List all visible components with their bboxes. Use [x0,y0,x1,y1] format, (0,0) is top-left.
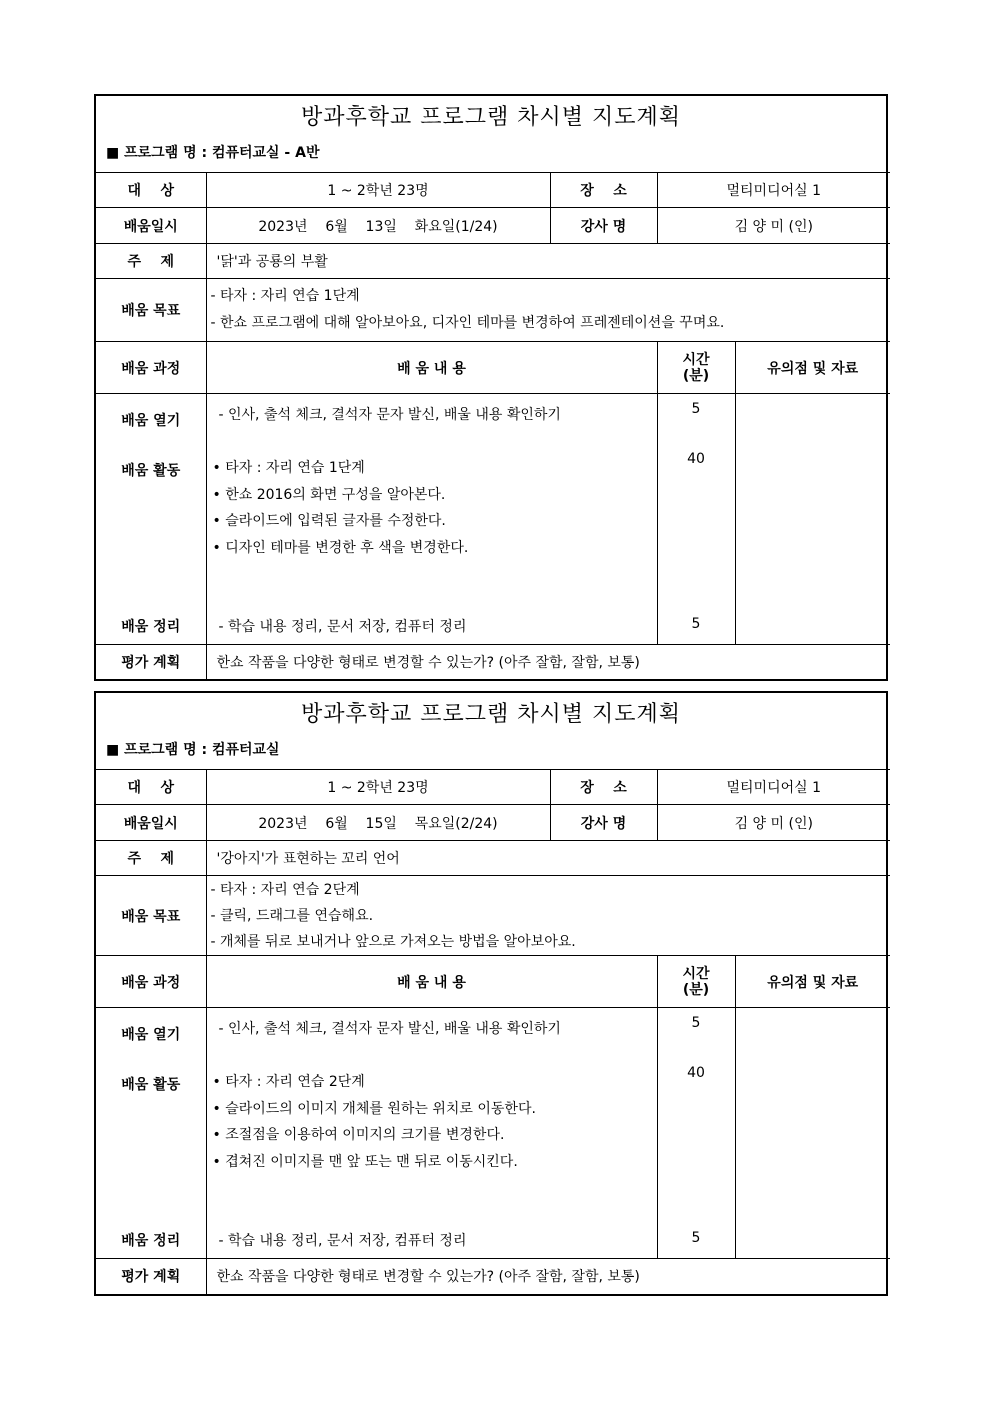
process-times [657,1008,735,1259]
time-header: 시간 (분) [657,956,735,1008]
target-label: 대 상 [96,770,206,805]
process-header: 배움 과정 [96,342,206,394]
goal-list [206,279,890,342]
stage-activity: 배움 활동 [121,1077,181,1093]
goal-list [206,876,890,956]
eval-value: 한쇼 작품을 다양한 형태로 변경할 수 있는가? (아주 잘함, 잘함, 보통) [206,645,890,680]
place-value: 멀티미디어실 1 [657,173,890,208]
activity-time: 40 [687,1065,705,1081]
eval-value: 한쇼 작품을 다양한 형태로 변경할 수 있는가? (아주 잘함, 잘함, 보통) [206,1259,890,1294]
close-text: - 학습 내용 정리, 문서 저장, 컴퓨터 정리 [218,1233,467,1249]
activity-item: • 슬라이드의 이미지 개체를 원하는 위치로 이동한다. [212,1101,536,1117]
place-value: 멀티미디어실 1 [657,770,890,805]
notes-cell [735,1008,890,1259]
teacher-value: 김 양 미 (인) [657,208,890,244]
process-times [657,394,735,645]
teacher-label: 강사 명 [550,208,657,244]
target-value: 1 ~ 2학년 23명 [206,173,550,208]
topic-value: '닭'과 공룡의 부활 [206,244,890,279]
notes-header: 유의점 및 자료 [735,956,890,1008]
goal-item: - 타자 : 자리 연습 2단계 [210,881,360,898]
place-label: 장 소 [550,770,657,805]
program-name: ■ 프로그램 명 : 컴퓨터교실 - A반 [106,145,320,161]
process-content [206,1008,657,1259]
date-label: 배움일시 [96,208,206,244]
open-time: 5 [691,401,701,417]
date-value: 2023년 6월 13일 화요일(1/24) [206,208,550,244]
activity-item: • 타자 : 자리 연습 1단계 [212,460,365,476]
stage-activity: 배움 활동 [121,463,181,479]
stage-open: 배움 열기 [121,1027,181,1043]
close-time: 5 [691,616,701,632]
teacher-label: 강사 명 [550,805,657,841]
goal-item: - 클릭, 드래그를 연습해요. [210,907,374,924]
stage-close: 배움 정리 [121,619,181,635]
plan-title: 방과후학교 프로그램 차시별 지도계획 [300,105,681,130]
plan-table [96,172,890,680]
process-header: 배움 과정 [96,956,206,1008]
program-name: ■ 프로그램 명 : 컴퓨터교실 [106,742,280,758]
activity-item: • 한쇼 2016의 화면 구성을 알아본다. [212,487,446,503]
open-time: 5 [691,1015,701,1031]
notes-cell [735,394,890,645]
content-header: 배 움 내 용 [206,956,657,1008]
activity-item: • 조절점을 이용하여 이미지의 크기를 변경한다. [212,1127,505,1143]
goal-label: 배움 목표 [96,279,206,342]
open-text: - 인사, 출석 체크, 결석자 문자 발신, 배울 내용 확인하기 [218,1021,561,1037]
date-value: 2023년 6월 15일 목요일(2/24) [206,805,550,841]
goal-item: - 개체를 뒤로 보내거나 앞으로 가져오는 방법을 알아보아요. [210,933,576,950]
eval-label: 평가 계획 [96,1259,206,1294]
topic-label: 주 제 [96,244,206,279]
content-header: 배 움 내 용 [206,342,657,394]
open-text: - 인사, 출석 체크, 결석자 문자 발신, 배울 내용 확인하기 [218,407,561,423]
teacher-value: 김 양 미 (인) [657,805,890,841]
stage-open: 배움 열기 [121,413,181,429]
activity-item: • 디자인 테마를 변경한 후 색을 변경한다. [212,540,469,556]
eval-label: 평가 계획 [96,645,206,680]
stage-close: 배움 정리 [121,1233,181,1249]
topic-label: 주 제 [96,841,206,876]
process-stages [96,1008,206,1259]
process-content [206,394,657,645]
process-stages [96,394,206,645]
activity-time: 40 [687,451,705,467]
close-time: 5 [691,1230,701,1246]
date-label: 배움일시 [96,805,206,841]
goal-item: - 타자 : 자리 연습 1단계 [210,288,360,304]
time-header: 시간 (분) [657,342,735,394]
plan-table [96,769,890,1294]
close-text: - 학습 내용 정리, 문서 저장, 컴퓨터 정리 [218,619,467,635]
notes-header: 유의점 및 자료 [735,342,890,394]
topic-value: '강아지'가 표현하는 꼬리 언어 [206,841,890,876]
target-label: 대 상 [96,173,206,208]
lesson-plan-2 [94,691,888,1296]
goal-label: 배움 목표 [96,876,206,956]
lesson-plan-1 [94,94,888,681]
target-value: 1 ~ 2학년 23명 [206,770,550,805]
activity-item: • 겹쳐진 이미지를 맨 앞 또는 맨 뒤로 이동시킨다. [212,1154,518,1170]
activity-item: • 타자 : 자리 연습 2단계 [212,1074,365,1090]
place-label: 장 소 [550,173,657,208]
plan-title: 방과후학교 프로그램 차시별 지도계획 [300,702,681,727]
activity-item: • 슬라이드에 입력된 글자를 수정한다. [212,513,446,529]
goal-item: - 한쇼 프로그램에 대해 알아보아요, 디자인 테마를 변경하여 프레젠테이션을 꾸며요. [210,315,725,331]
